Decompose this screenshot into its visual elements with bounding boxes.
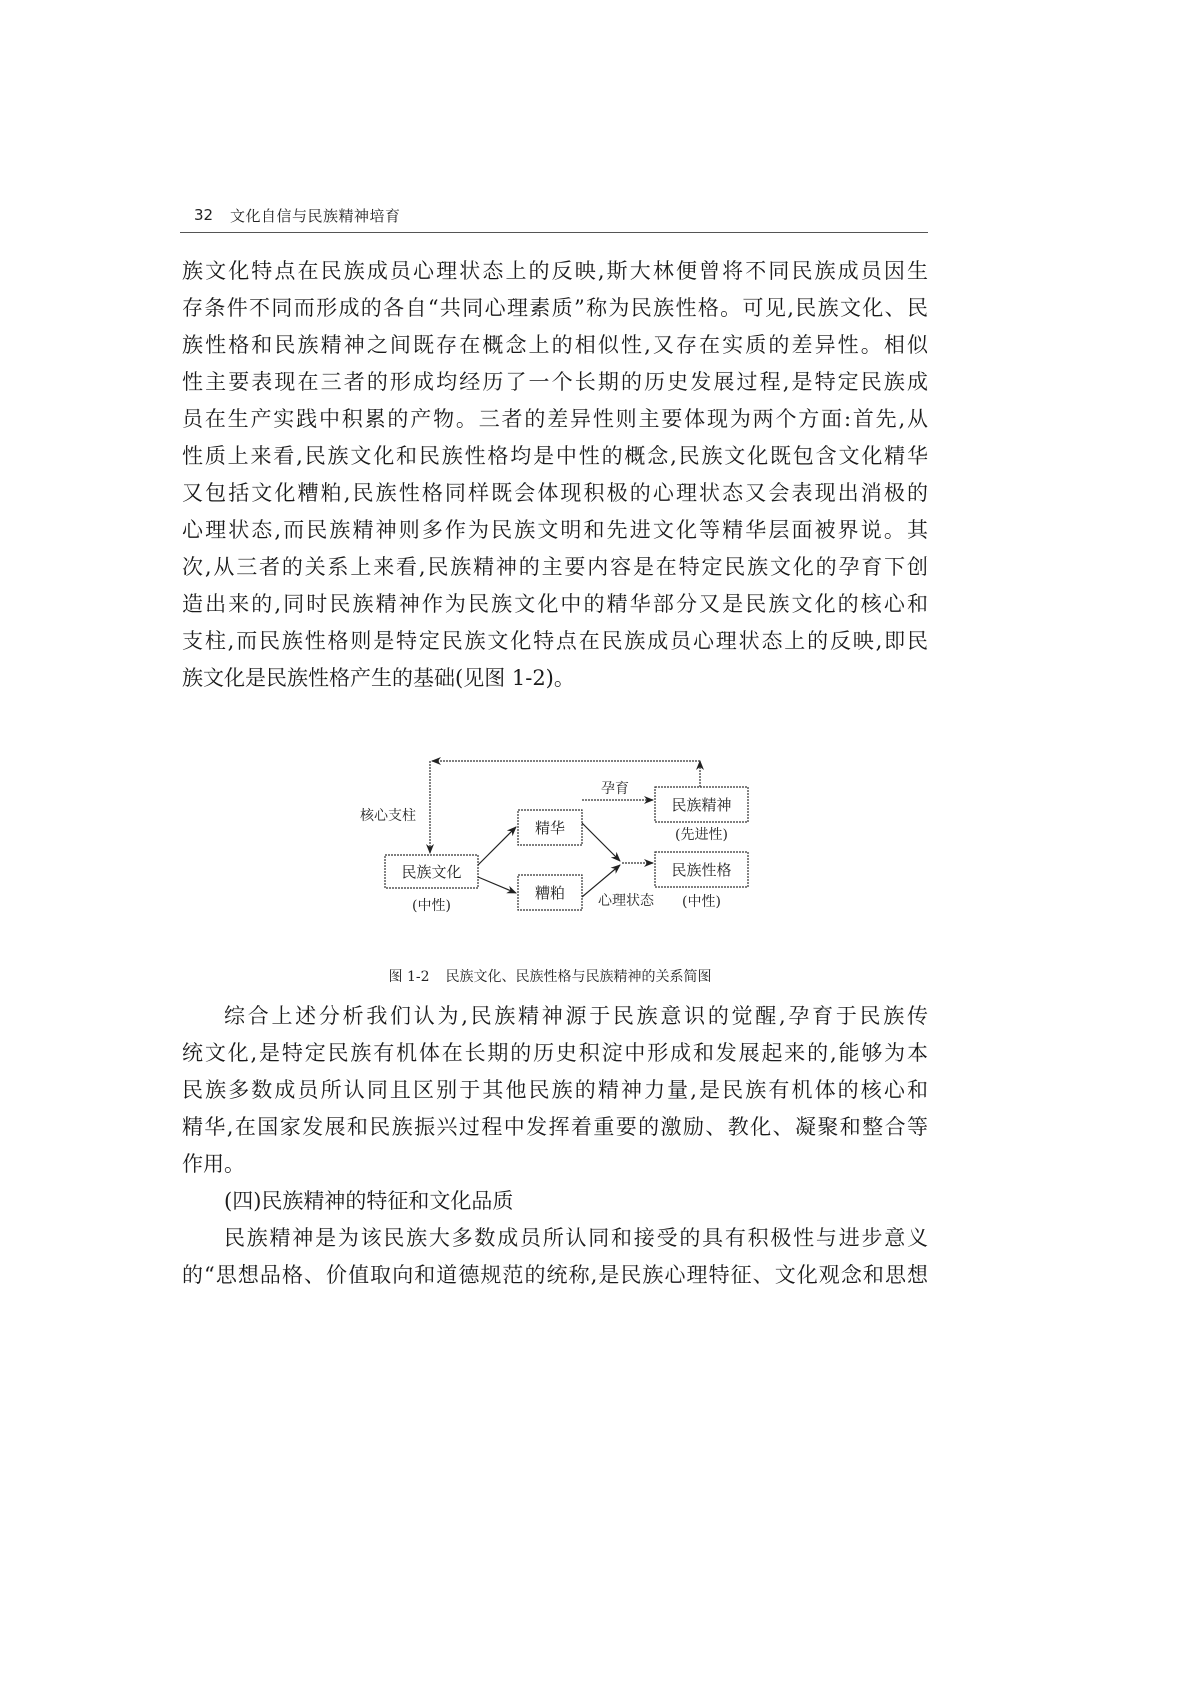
figure-caption <box>0 966 1100 986</box>
text-line: 民族精神是为该民族大多数成员所认同和接受的具有积极性与进步意义 <box>224 1226 928 1250</box>
section-heading: (四)民族精神的特征和文化品质 <box>224 1189 514 1213</box>
node-character: 民族性格 <box>671 861 732 879</box>
text-line: 次,从三者的关系上来看,民族精神的主要内容是在特定民族文化的孕育下创 <box>182 555 928 579</box>
label-mental-state: 心理状态 <box>598 893 654 909</box>
text-line: 支柱,而民族性格则是特定民族文化特点在民族成员心理状态上的反映,即民 <box>182 629 928 653</box>
node-spirit: 民族精神 <box>671 796 732 814</box>
page-header <box>180 200 928 233</box>
text-line: 作用。 <box>182 1152 245 1176</box>
text-line: 民族多数成员所认同且区别于其他民族的精神力量,是民族有机体的核心和 <box>182 1078 928 1102</box>
arrow-culture-essence <box>478 827 516 865</box>
text-line: 族文化特点在民族成员心理状态上的反映,斯大林便曾将不同民族成员因生 <box>182 259 928 283</box>
text-line: 又包括文化糟粕,民族性格同样既会体现积极的心理状态又会表现出消极的 <box>182 481 928 505</box>
text-line: 族文化是民族性格产生的基础(见图 1-2)。 <box>182 666 575 690</box>
node-culture: 民族文化 <box>401 863 462 881</box>
figure-number: 图 1-2 <box>388 969 430 985</box>
label-core-pillar: 核心支柱 <box>360 808 416 824</box>
text-line: 造出来的,同时民族精神作为民族文化中的精华部分又是民族文化的核心和 <box>182 592 928 616</box>
text-line: 性主要表现在三者的形成均经历了一个长期的历史发展过程,是特定民族成 <box>182 370 928 394</box>
node-essence: 精华 <box>534 819 566 837</box>
node-character-note: (中性) <box>682 894 721 910</box>
text-line: 存条件不同而形成的各自“共同心理素质”称为民族性格。可见,民族文化、民 <box>182 296 928 320</box>
arrow-culture-dross <box>478 877 516 893</box>
text-line: 精华,在国家发展和民族振兴过程中发挥着重要的激励、教化、凝聚和整合等 <box>182 1115 928 1139</box>
text-line: 综合上述分析我们认为,民族精神源于民族意识的觉醒,孕育于民族传 <box>224 1004 928 1028</box>
figure-caption-text: 民族文化、民族性格与民族精神的关系简图 <box>445 969 712 985</box>
node-culture-note: (中性) <box>412 898 451 914</box>
text-line: 心理状态,而民族精神则多作为民族文明和先进文化等精华层面被界说。其 <box>182 518 928 542</box>
arrow-essence-merge <box>582 823 620 861</box>
node-dross: 糟粕 <box>534 884 566 902</box>
running-title: 文化自信与民族精神培育 <box>230 207 401 225</box>
text-line: 性质上来看,民族文化和民族性格均是中性的概念,民族文化既包含文化精华 <box>182 444 928 468</box>
relationship-diagram <box>340 755 780 925</box>
page-number: 32 <box>194 206 214 224</box>
text-line: 员在生产实践中积累的产物。三者的差异性则主要体现为两个方面:首先,从 <box>182 407 928 431</box>
text-line: 的“思想品格、价值取向和道德规范的统称,是民族心理特征、文化观念和思想 <box>182 1263 928 1287</box>
text-line: 统文化,是特定民族有机体在长期的历史积淀中形成和发展起来的,能够为本 <box>182 1041 928 1065</box>
text-line: 族性格和民族精神之间既存在概念上的相似性,又存在实质的差异性。相似 <box>182 333 928 357</box>
node-spirit-note: (先进性) <box>675 827 728 843</box>
label-nurture: 孕育 <box>601 781 629 797</box>
